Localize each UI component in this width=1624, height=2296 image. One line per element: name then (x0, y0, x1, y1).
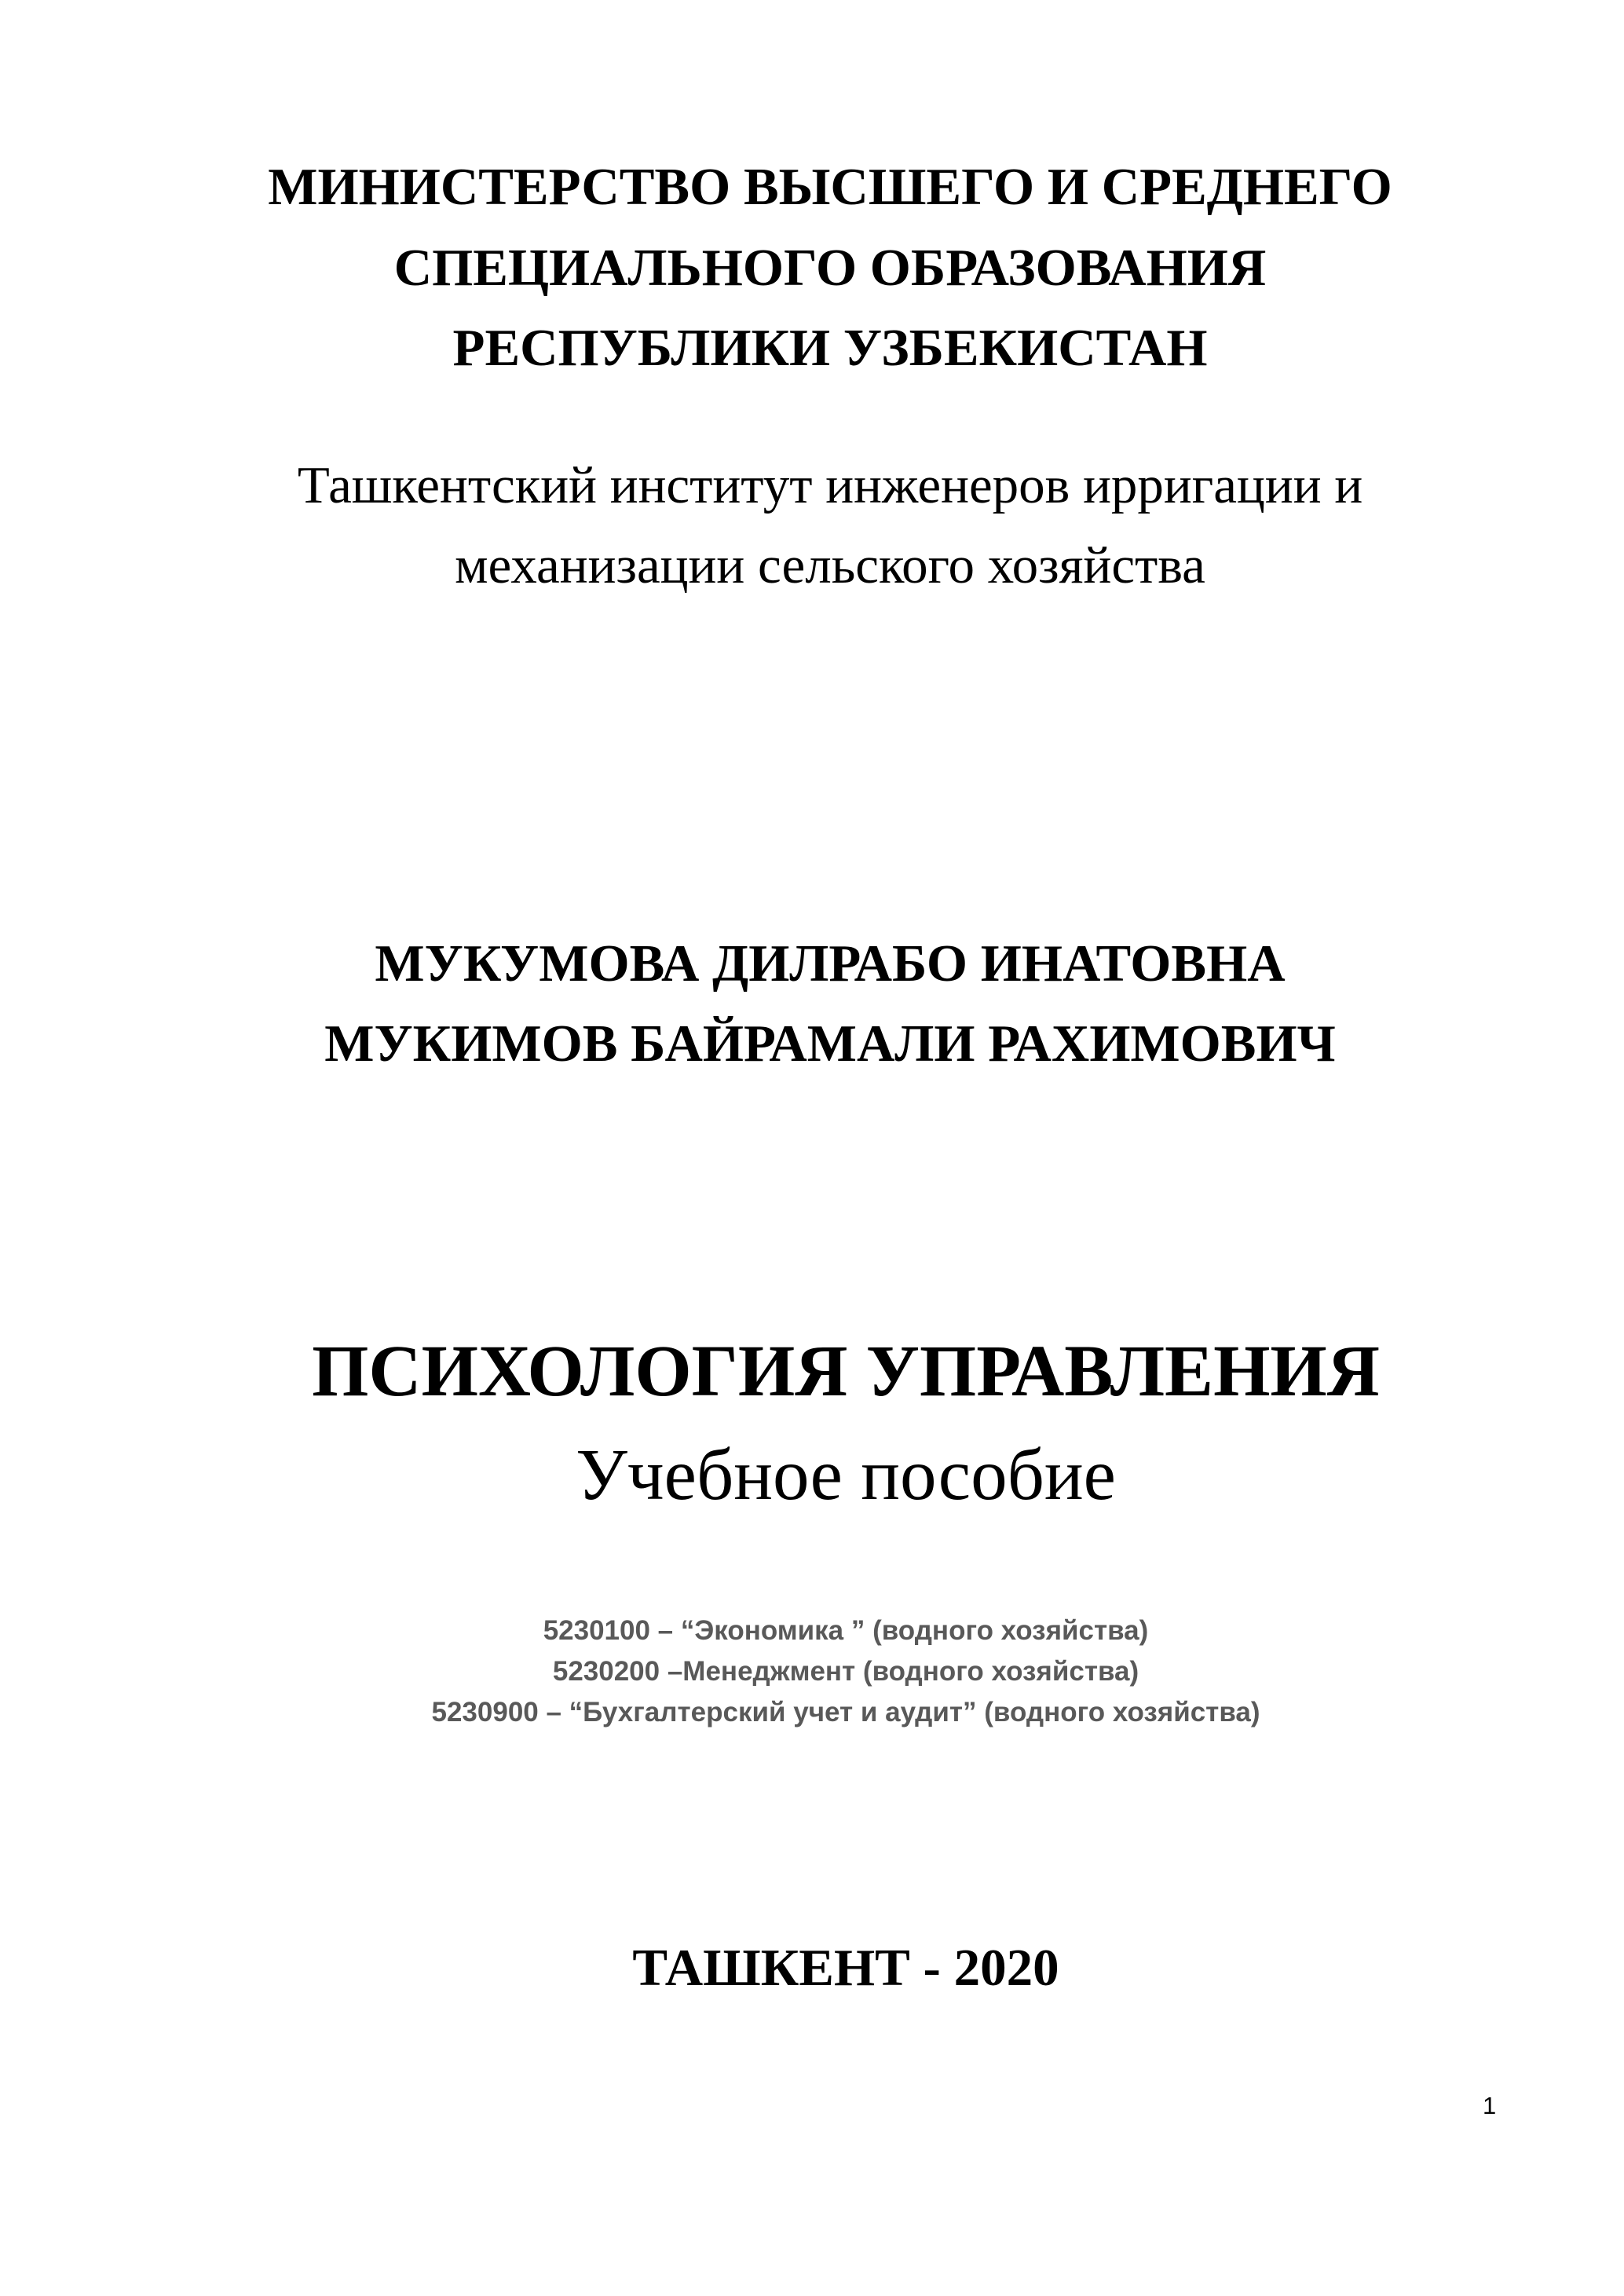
city-year: ТАШКЕНТ - 2020 (632, 1939, 1059, 1997)
page-number: 1 (1483, 2092, 1497, 2119)
institute-line-1: Ташкентский институт инженеров ирригации и (297, 456, 1363, 514)
book-title: ПСИХОЛОГИЯ УПРАВЛЕНИЯ (312, 1331, 1380, 1412)
specialty-2: 5230200 –Менеджмент (водного хозяйства) (552, 1656, 1139, 1687)
specialty-1: 5230100 – “Экономика ” (водного хозяйства) (543, 1615, 1149, 1646)
ministry-line-3: РЕСПУБЛИКИ УЗБЕКИСТАН (452, 319, 1208, 377)
ministry-line-1: МИНИСТЕРСТВО ВЫСШЕГО И СРЕДНЕГО (268, 158, 1392, 216)
specialty-3: 5230900 – “Бухгалтерский учет и аудит” (водного хозяйства) (431, 1697, 1260, 1727)
author-2: МУКИМОВ БАЙРАМАЛИ РАХИМОВИЧ (324, 1015, 1336, 1073)
ministry-line-2: СПЕЦИАЛЬНОГО ОБРАЗОВАНИЯ (393, 239, 1267, 297)
book-subtitle: Учебное пособие (576, 1435, 1116, 1515)
institute-line-2: механизации сельского хозяйства (455, 536, 1205, 594)
author-1: МУКУМОВА ДИЛРАБО ИНАТОВНА (375, 934, 1286, 993)
